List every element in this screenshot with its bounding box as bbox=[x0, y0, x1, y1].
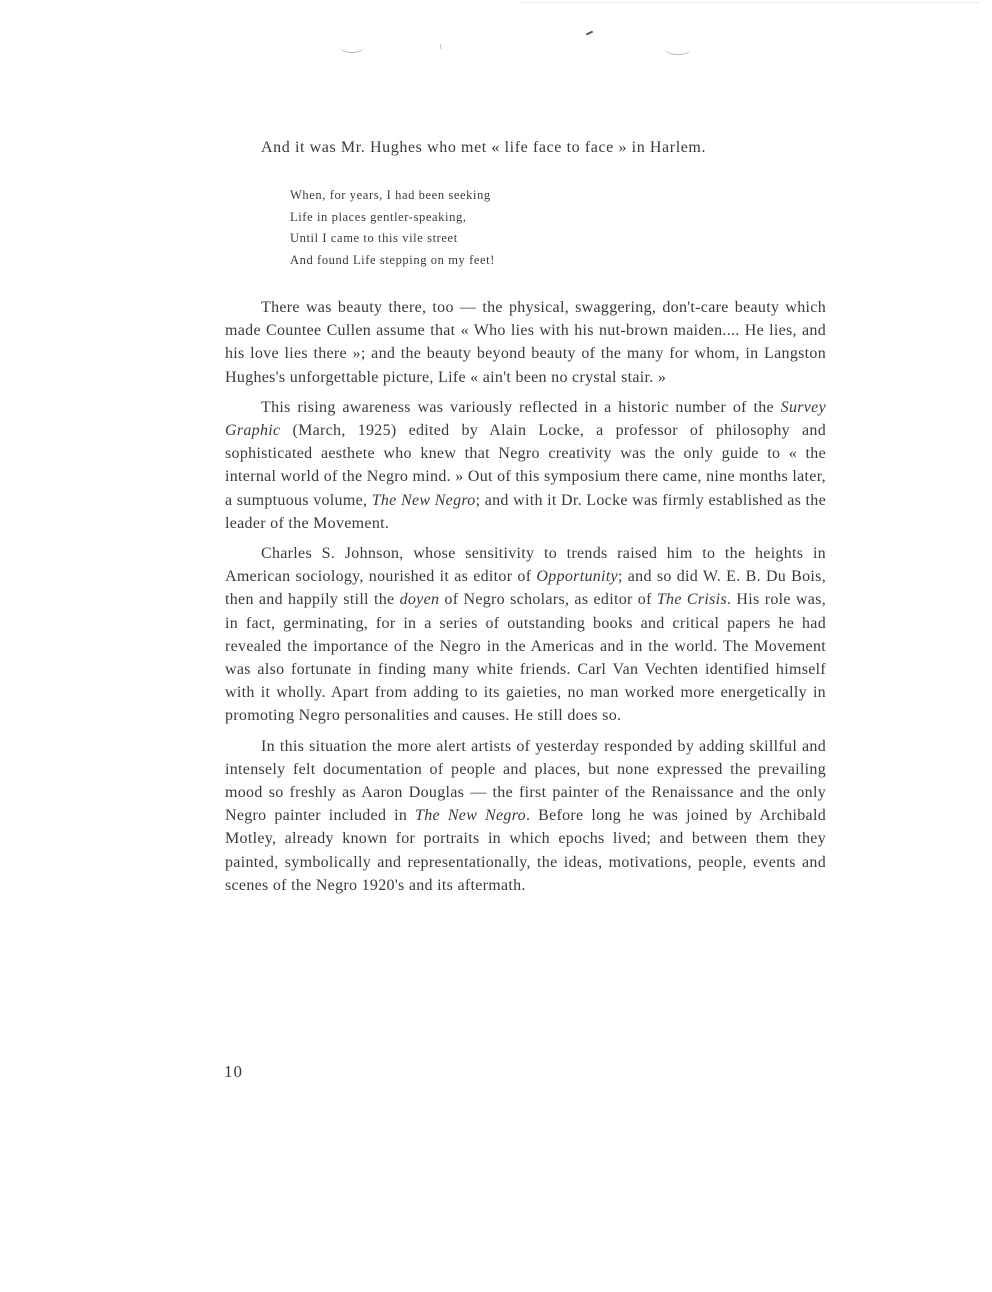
scan-edge-line bbox=[520, 2, 980, 3]
punch-hole-mark bbox=[665, 44, 691, 55]
title-new-negro: The New Negro bbox=[415, 807, 526, 825]
paragraph-douglas: In this situation the more alert artists of yesterday responded by adding skillful and intensely felt documentation of people and places, but none expressed the prevailing mood so freshly as Aaron Douglas — the first painter of the Renaissance and the only Negro painter included in The New Negro. Before long he was joined by Archibald Motley, already known for portraits in which epochs lived; and between them they painted, symbolically and representationally, the ideas, motivations, people, events and scenes of the Negro 1920's and its aftermath. bbox=[225, 737, 827, 894]
title-opportunity: Opportunity bbox=[536, 568, 618, 586]
scan-speck bbox=[440, 44, 441, 49]
page-number: 10 bbox=[224, 1062, 243, 1081]
paragraph-johnson: Charles S. Johnson, whose sensitivity to trends raised him to the heights in American sociology, nourished it as editor of Opportunity; and so did W. E. B. Du Bois, then and happily still the doyen of Negro scholars, as editor of The Crisis. His role was, in fact, germinating, for in a series of outstanding books and critical papers he had revealed the importance of the Negro in the Americas and in the world. The Movement was also fortunate in finding many white friends. Carl Van Vechten identified himself with it wholly. Apart from adding to its gaieties, no man worked more energetically in promoting Negro personalities and causes. He still does so. bbox=[225, 545, 827, 725]
body-text bbox=[225, 296, 826, 897]
poem-line: And found Life stepping on my feet! bbox=[290, 252, 495, 267]
pen-mark bbox=[586, 31, 593, 36]
paragraph-beauty: There was beauty there, too — the physical, swaggering, don't-care beauty which made Countee Cullen assume that « Who lies with his nut-brown maiden.... He lies, and his love lies there »; and the beauty beyond beauty of the many for whom, in Langston Hughes's unforgettable picture, Life « ain't been no crystal stair. » bbox=[225, 299, 826, 386]
paragraph-survey-graphic: This rising awareness was variously reflected in a historic number of the Survey Graphic (March, 1925) edited by Alain Locke, a professor of philosophy and sophisticated aesthete who knew that Negro creativity was the only guide to « the internal world of the Negro mind. » Out of this symposium there came, nine months later, a sumptuous volume, The New Negro; and with it Dr. Locke was firmly established as the leader of the Movement. bbox=[225, 398, 827, 532]
title-survey-graphic: Survey Graphic bbox=[225, 398, 826, 440]
intro-line: And it was Mr. Hughes who met « life face to face » in Harlem. bbox=[261, 139, 707, 156]
title-new-negro: The New Negro bbox=[371, 491, 476, 509]
poem-line: Until I came to this vile street bbox=[290, 231, 458, 245]
title-the-crisis: The Crisis bbox=[656, 591, 727, 609]
poem-quote bbox=[290, 185, 610, 271]
word-doyen: doyen bbox=[399, 591, 440, 609]
poem-line: Life in places gentler-speaking, bbox=[290, 209, 467, 224]
punch-hole-mark bbox=[340, 42, 364, 53]
poem-line: When, for years, I had been seeking bbox=[290, 188, 491, 202]
